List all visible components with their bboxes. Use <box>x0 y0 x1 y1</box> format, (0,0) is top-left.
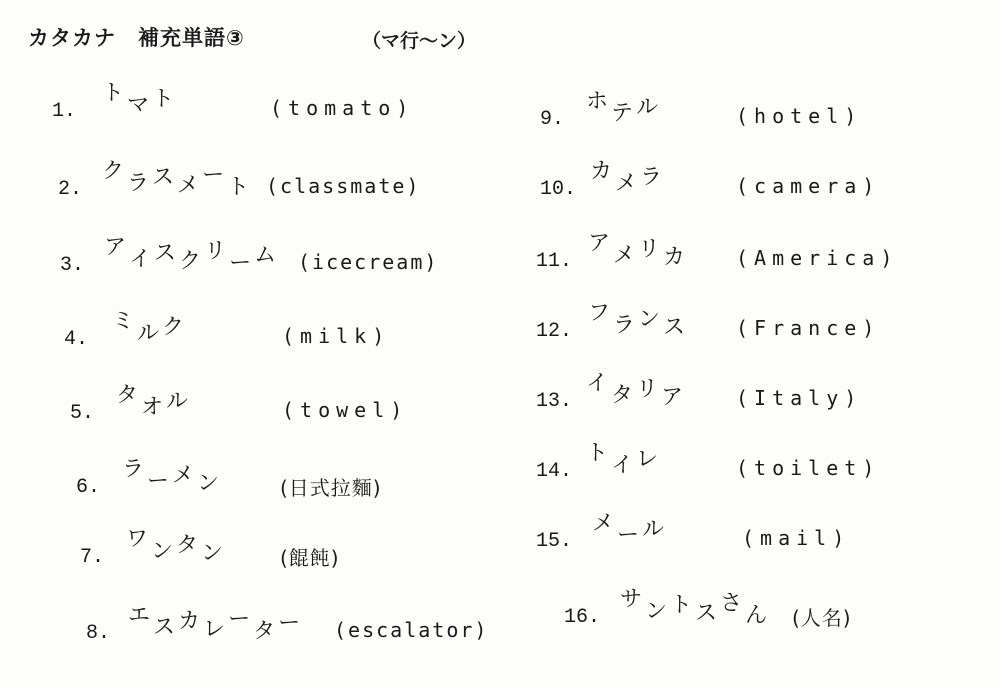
entry-number: 8. <box>86 622 111 645</box>
entry-katakana: ホテル <box>586 89 662 126</box>
entry-gloss: (icecream) <box>298 250 439 274</box>
entry-number: 3. <box>60 254 85 277</box>
entry-gloss: (America) <box>736 246 899 270</box>
entry-gloss: (mail) <box>742 526 851 550</box>
entry-gloss: (餛飩) <box>280 546 340 570</box>
entry-katakana: フランス <box>588 301 689 340</box>
vocab-entry <box>52 82 482 122</box>
entry-number: 11. <box>536 250 573 273</box>
entry-katakana: アメリカ <box>588 231 689 270</box>
entry-gloss: (camera) <box>736 174 881 198</box>
entry-gloss: (classmate) <box>266 174 421 198</box>
vocab-entry <box>60 236 500 276</box>
entry-number: 7. <box>80 546 105 569</box>
entry-gloss: (escalator) <box>334 618 489 642</box>
entry-number: 2. <box>58 178 83 201</box>
vocab-entry <box>76 458 476 498</box>
entry-katakana: タオル <box>116 383 192 420</box>
entry-katakana: ワンタン <box>126 527 227 566</box>
entry-katakana: エスカレーター <box>128 603 304 644</box>
entry-katakana: カメラ <box>590 159 666 196</box>
entry-katakana: メール <box>592 511 668 548</box>
entry-number: 10. <box>540 178 577 201</box>
entry-katakana: トマト <box>102 81 178 118</box>
vocab-entry <box>64 310 484 350</box>
entry-number: 16. <box>564 606 601 629</box>
vocab-entry <box>536 442 956 482</box>
vocab-entry <box>86 604 526 644</box>
entry-gloss: (France) <box>736 316 881 340</box>
entry-gloss: (hotel) <box>736 104 863 128</box>
entry-katakana: イタリア <box>586 371 687 410</box>
entry-gloss: (towel) <box>282 398 409 422</box>
vocab-entry <box>540 90 940 130</box>
entry-katakana: ラーメン <box>122 457 223 496</box>
entry-gloss: (日式拉麵) <box>280 476 382 500</box>
entry-katakana: アイスクリーム <box>104 235 280 276</box>
entry-katakana: クラスメート <box>102 159 253 200</box>
vocab-entry <box>536 512 936 552</box>
entry-gloss: (milk) <box>282 324 391 348</box>
entry-number: 15. <box>536 530 573 553</box>
vocab-entry <box>536 372 936 412</box>
page-subtitle: （マ行～ン） <box>362 30 477 52</box>
entry-number: 4. <box>64 328 89 351</box>
entry-katakana: サントスさん <box>620 587 771 628</box>
entry-gloss: (人名) <box>792 606 852 630</box>
entry-number: 6. <box>76 476 101 499</box>
entry-number: 12. <box>536 320 573 343</box>
vocab-entry <box>536 302 956 342</box>
page-title: カタカナ 補充単語③ <box>28 26 245 50</box>
entry-katakana: トイレ <box>586 441 662 478</box>
entry-number: 13. <box>536 390 573 413</box>
vocab-entry <box>70 384 490 424</box>
entry-number: 5. <box>70 402 95 425</box>
entry-gloss: (toilet) <box>736 456 881 480</box>
vocab-entry <box>80 528 480 568</box>
entry-gloss: (Italy) <box>736 386 863 410</box>
vocab-entry <box>564 588 924 628</box>
vocab-entry <box>540 160 960 200</box>
entry-number: 14. <box>536 460 573 483</box>
vocab-entry <box>536 232 976 272</box>
entry-number: 9. <box>540 108 565 131</box>
entry-gloss: (tomato) <box>270 96 415 120</box>
entry-number: 1. <box>52 100 77 123</box>
entry-katakana: ミルク <box>112 309 188 346</box>
vocab-entry <box>58 160 498 200</box>
